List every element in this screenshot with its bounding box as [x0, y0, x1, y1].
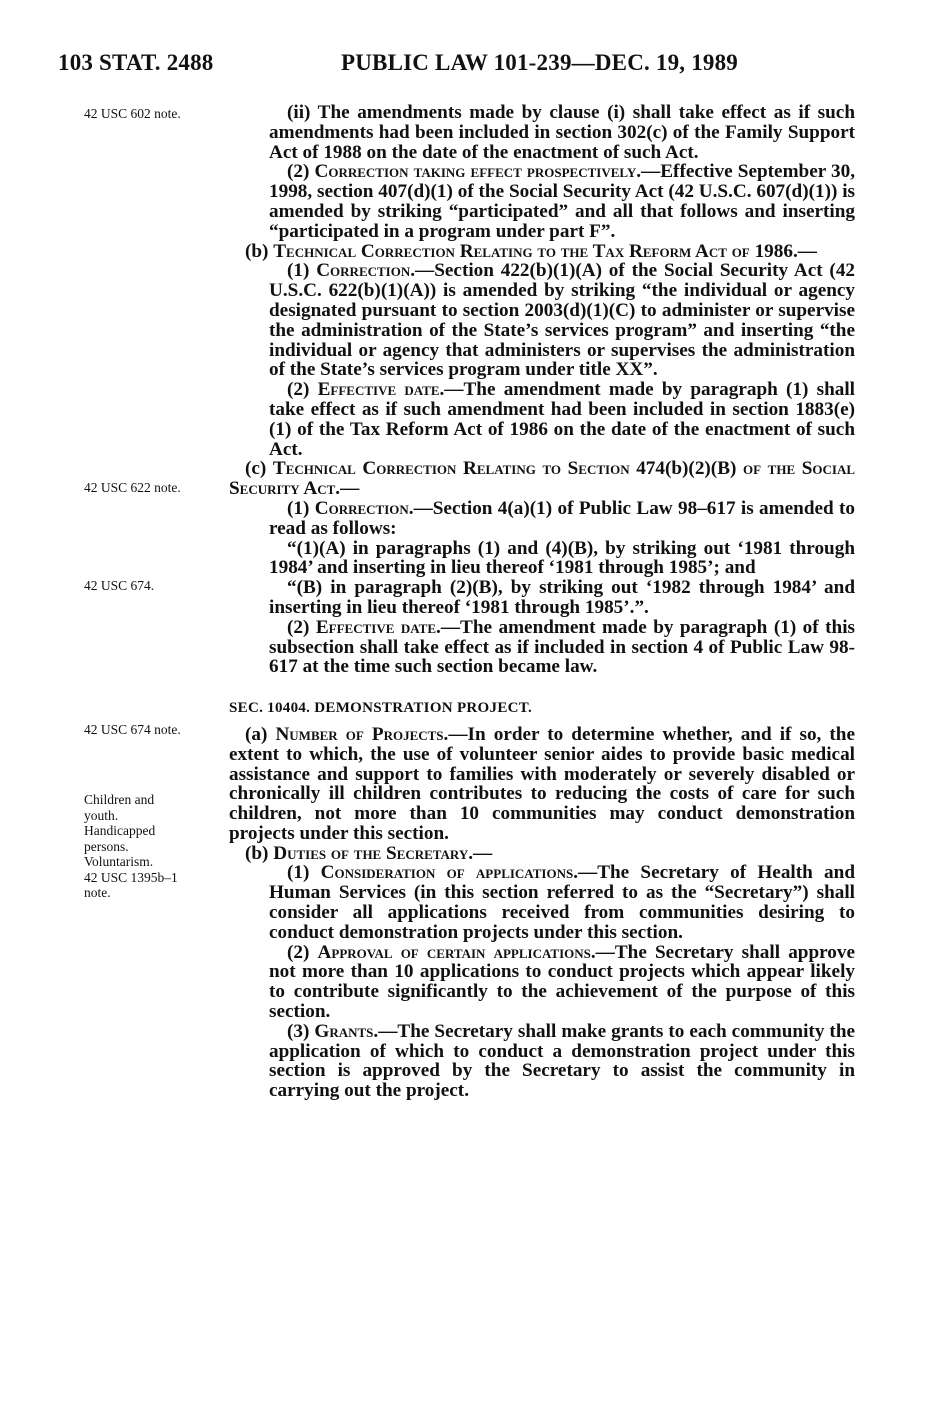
note-line: Voluntarism. — [84, 854, 154, 869]
sub-heading: Number of Projects. — [275, 723, 449, 745]
margin-note-674-note: 42 USC 674 note. — [84, 722, 181, 737]
clause-ii: (ii) The amendments made by clause (i) shall take effect as if such amendments had been included in section 302(c) of the Family Support Act of 1988 on the date of the enactment of such Act. — [269, 102, 855, 163]
para-num: (2) — [287, 161, 315, 183]
para-heading: Effective date. — [315, 616, 441, 638]
para-text: —The Secretary shall approve not more than 10 applications to conduct projects which appear likely to contribute significantly to the achievement of the purpose of this section. — [269, 941, 855, 1023]
note-line: 42 USC 1395b–1 — [84, 869, 178, 885]
para-text: —The amendment made by paragraph (1) shall take effect as if such amendment had been included in section 1883(e)(1) of the Tax Reform Act of 1986 on the date of the enactment of such Act. — [269, 379, 855, 460]
quoted-amendment-b: “(B) in paragraph (2)(B), by striking out ‘1982 through 1984’ and inserting in lieu thereof ‘1981 through 1985’.”. — [269, 577, 855, 618]
public-law-date: PUBLIC LAW 101-239—DEC. 19, 1989 — [341, 50, 739, 75]
paragraph-grants — [229, 1022, 855, 1101]
paragraph-2-correction-prospective — [229, 162, 855, 241]
sub-text: —In order to determine whether, and if so, the extent to which, the use of volunteer senior aides to provide basic medical assistance and support to families with moderately or severely disabled or chronically ill children contributes to reducing the costs of care for such children, not more than 10 communities may conduct demonstration projects under this section. — [229, 723, 855, 844]
subsection-b-duties — [229, 844, 855, 864]
sub-mid: 474(b)(2)(B) — [629, 458, 743, 480]
sub-tail: — — [473, 842, 493, 864]
para-heading: Consideration of applications. — [320, 862, 578, 884]
paragraph-b1-correction — [229, 261, 855, 380]
sub-num: (b) — [245, 240, 274, 262]
sub-heading: Duties of the Secretary. — [273, 842, 474, 864]
quoted-amendment-1a: “(1)(A) in paragraphs (1) and (4)(B), by striking out ‘1981 through 1984’ and inserting in lieu thereof ‘1981 through 1985’; and — [269, 537, 855, 579]
margin-note-602: 42 USC 602 note. — [84, 106, 181, 121]
sub-num: (a) — [245, 723, 276, 745]
sub-heading: Technical Correction Relating to Section — [272, 458, 630, 480]
para-text: —Section 4(a)(1) of Public Law 98–617 is amended to read as follows: — [269, 497, 856, 539]
para-text: —The Secretary shall make grants to each community the application of which to conduct a demonstration project under this section is approved by the Secretary to assist the community in carrying out the project. — [269, 1020, 856, 1102]
paragraph-b2-effective-date — [229, 380, 855, 459]
para-heading: Correction. — [314, 497, 414, 519]
paragraph-c1-correction — [229, 499, 855, 539]
paragraph-c2-effective-date — [229, 618, 855, 677]
para-heading: Correction taking effect prospectively. — [314, 161, 642, 183]
para-num: (2) — [287, 616, 316, 638]
para-text: —The amendment made by paragraph (1) of this subsection shall take effect as if included in section 4 of Public Law 98-617 at the time such section became law. — [269, 616, 856, 678]
para-num: (2) — [287, 379, 318, 401]
para-num: (1) — [287, 862, 321, 884]
paragraph-consideration — [229, 863, 855, 942]
subsection-a-number-of-projects — [229, 725, 855, 844]
note-line: Children and — [84, 792, 155, 807]
margin-note-622: 42 USC 622 note. — [84, 480, 181, 495]
para-num: (1) — [287, 497, 315, 519]
sub-heading: Technical Correction Relating to the Tax Reform Act of — [273, 240, 750, 262]
para-num: (1) — [287, 260, 317, 282]
para-num: (2) — [287, 941, 318, 963]
para-num: (3) — [287, 1020, 315, 1042]
note-line: youth. — [84, 807, 119, 823]
margin-note-topics — [84, 792, 214, 901]
margin-note-674: 42 USC 674. — [84, 578, 155, 593]
para-text: —Section 422(b)(1)(A) of the Social Security Act (42 U.S.C. 622(b)(1)(A)) is amended by striking “the individual or agency designated pursuant to section 2003(d)(1)(C) to administer or supervise the administration of the State’s services program” and inserting “the individual or agency that administers or supervises the administration of the State’s services program under title XX”. — [269, 260, 856, 381]
note-line: Handicapped — [84, 823, 156, 838]
note-line: note. — [84, 885, 111, 900]
subsection-b-heading — [229, 242, 855, 262]
para-heading: Grants. — [314, 1020, 379, 1042]
sub-num: (c) — [245, 458, 273, 480]
para-text: —Effective September 30, 1998, section 407(d)(1) of the Social Security Act (42 U.S.C. 607(d)(1)) is amended by striking “participated” and all that follows and inserting “participated in a program under part F”. — [269, 161, 856, 242]
para-heading: Correction. — [316, 260, 416, 282]
page-header — [58, 50, 888, 82]
statute-text — [229, 103, 855, 1101]
sub-num: (b) — [245, 842, 274, 864]
sub-heading-2: of the Social Security Act. — [229, 458, 856, 500]
sub-tail: 1986.— — [749, 240, 817, 262]
note-line: persons. — [84, 838, 129, 854]
para-heading: Effective date. — [317, 379, 445, 401]
para-text: —The Secretary of Health and Human Services (in this section referred to as the “Secretary”) shall consider all applications received from communities desiring to conduct demonstration projects under this section. — [269, 862, 855, 943]
sub-tail: — — [340, 478, 360, 500]
para-heading: Approval of certain applications. — [317, 941, 596, 963]
stat-page-number: 103 STAT. 2488 — [58, 50, 214, 75]
subsection-c-heading — [229, 459, 855, 499]
paragraph-approval — [229, 943, 855, 1022]
section-heading: SEC. 10404. DEMONSTRATION PROJECT. — [229, 700, 533, 717]
